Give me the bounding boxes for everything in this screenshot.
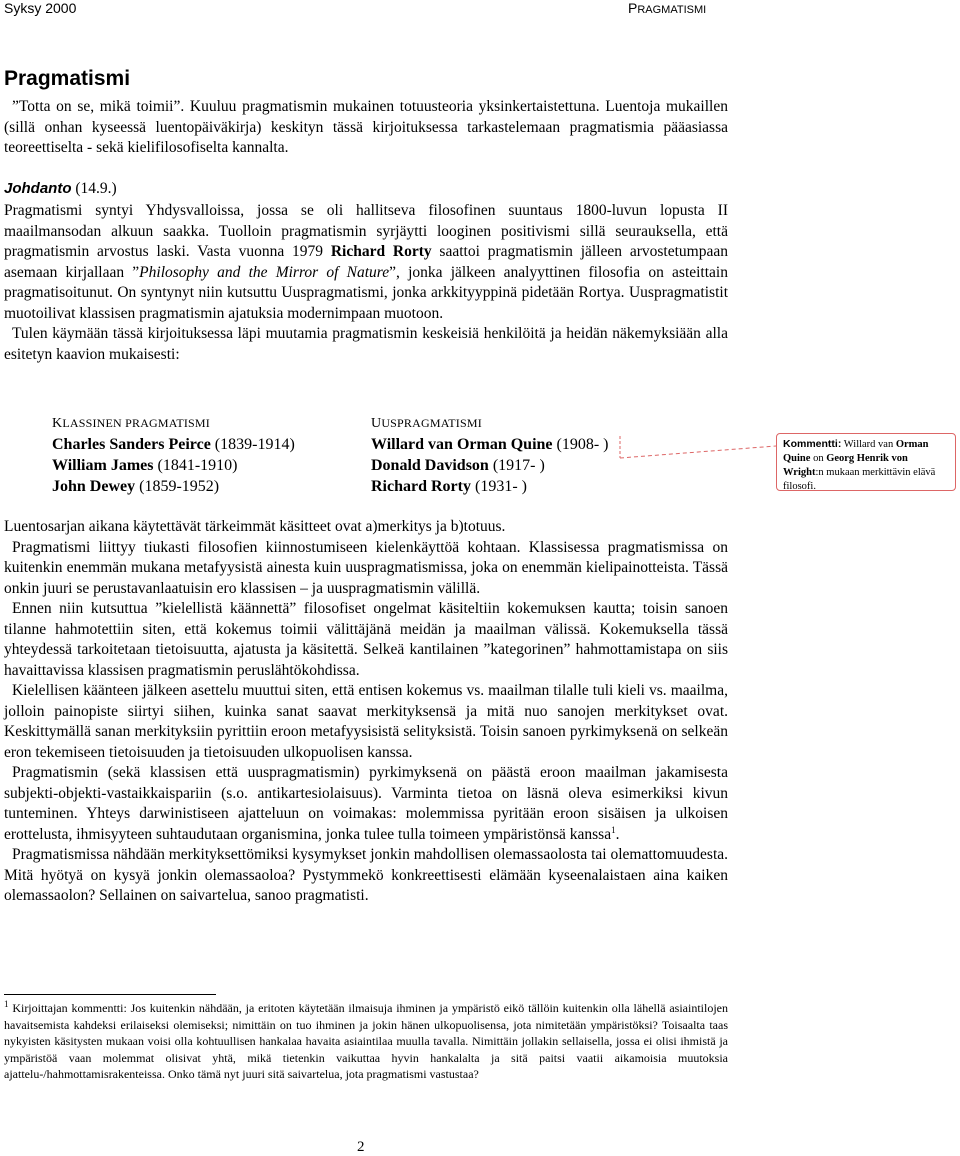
section-date: (14.9.) — [75, 180, 117, 197]
header-right-cap: P — [628, 0, 638, 16]
book-title: Philosophy and the Mirror of Nature — [139, 263, 390, 281]
text-run: Pragmatismin (sekä klassisen että uuspragmatismin) pyrkimyksenä on päästä eroon maailman jakamisesta subjekti-objekti-vastaikkaispariin (s.o. antikartesiolaisuus). Varminta tietoa on läsnä oleva esimerkiksi kivun tunteminen. Yhteys darwinistiseen ajatteluun on voimakas: molemmissa pyritään eroon sisäisen ja ulkoisen erottelusta, ihmisyyteen suhtaudutaan organismina, jonka tulee tulla toimeen ympäristönsä kanssa — [4, 764, 728, 843]
person-name: Willard van Orman Quine — [371, 436, 553, 453]
heading-rest: LASSINEN PRAGMATISMI — [62, 416, 210, 430]
paragraph: Kielellisen käänteen jälkeen asettelu muuttui siten, että entisen kokemus vs. maailman tilalle tuli kieli vs. maailma, jolloin painopiste siirtyi siihen, kuinka sanat saavat merkityksensä ja mitä nuo sanojen merkitykset ovat. Keskittymällä sanan merkityksiin pyrittiin eroon metafyysisistä selityksistä. Toisin sanoen pyrkimyksenä on selkeän eron tekemiseen tietoisuuden ja tietoisuuden ulkopuolisen kanssa. — [4, 682, 728, 761]
paragraph: Luentosarjan aikana käytettävät tärkeimmät käsitteet ovat a)merkitys ja b)totuus. — [4, 518, 506, 535]
header-right-text — [628, 0, 706, 16]
person-name: John Dewey — [52, 478, 136, 495]
text-run: ”, jonka jälkeen analyyttinen filosofia on asteittain pragmatisoitunut. On syntynyt niin kutsuttu Uuspragmatismi, jonka arkkityyppinä pidetään Rortya. Uuspragmatistit muotoilivat klassisen pragmatismin ajatuksia modernimpaan muotoon. — [4, 263, 728, 322]
classic-heading — [52, 413, 295, 434]
paragraph: Pragmatismi liittyy tiukasti filosofien kiinnostumiseen kielenkäyttöä kohtaan. Klassisessa pragmatismissa on kuitenkin enemmän mukana metafyysistä ainesta kuin uuspragmatismissa, joka on enemmän kielipainotteista. Tässä onkin juuri se perustavanlaatuisin ero klassisen – ja uuspragmatismin välillä. — [4, 538, 728, 597]
comment-name: Orman Quine — [783, 439, 929, 464]
person-name: Donald Davidson — [371, 457, 489, 474]
person-name: Richard Rorty — [371, 478, 471, 495]
comment-balloon[interactable] — [776, 433, 956, 491]
paragraph: Pragmatismissa nähdään merkityksettömiksi kysymykset jonkin mahdollisen olemassaolosta tai olemattomuudesta. Mitä hyötyä on kysyä jonkin olemassaoloa? Pystymmekö konkreettisesti elämään kyseenalaistaen aina kaiken olemassaolon? Sellainen on saivartelua, sanoo pragmatisti. — [4, 846, 728, 904]
new-pragmatism-column — [371, 413, 609, 497]
comment-text: on — [813, 453, 824, 464]
paragraph — [4, 201, 728, 324]
person-row — [371, 434, 609, 455]
footnote-ref[interactable]: 1 — [611, 824, 616, 835]
footnote — [4, 1000, 728, 1083]
name-rorty: Richard Rorty — [330, 243, 432, 260]
intro-body — [4, 201, 728, 365]
person-row — [371, 476, 609, 497]
person-years: (1917- ) — [492, 457, 545, 474]
intro-paragraph — [4, 97, 728, 159]
paragraph — [4, 763, 728, 845]
page-title: Pragmatismi — [4, 67, 131, 90]
paragraph: Ennen niin kutsuttua ”kielellistä käännettä” filosofiset ongelmat käsiteltiin kokemuksen kautta; toisin sanoen tilanne hahmotettiin siten, että kokemus toimii välittäjänä meidän ja maailman välissä. Kokemuksella tässä yhteydessä tarkoitetaan tietoisuutta, ajatusta ja käsitettä. Selkeä kantilainen ”kategorinen” hahmottamistapa on siis havaittavissa klassisen pragmatismin peruslähtökohdissa. — [4, 600, 728, 679]
section-label: Johdanto — [4, 180, 72, 197]
page-number: 2 — [357, 1139, 365, 1155]
classic-column — [52, 413, 295, 497]
text-run: . — [615, 825, 620, 843]
comment-text: Willard van — [843, 439, 894, 450]
header-left-text: Syksy 2000 — [4, 0, 77, 16]
main-body — [4, 517, 728, 907]
person-row — [52, 434, 295, 455]
footnote-text: Kirjoittajan kommentti: Jos kuitenkin nähdään, ja eritoten käytetään ilmaisuja ihminen ja ympäristö eikö tällöin kuitenkin olla lähellä asiaintilojen havaitsemista kahdeksi erilaiseksi olemiseksi; nimittäin on tuo ihminen ja jokin hänen ulkopuolisensa, jota nimitetään ympäristöksi? Toisaalta taas nykyisten käsitysten mukaan voisi olla kohtuullisen hankalaa havaita asiaintilaa muulla tavalla. Nimittäin jollakin sellaisella, jossa ei olisi ihmistä ja ympäristöä vaan molemmat olisivat yhtä, mikä tietenkin vaikuttaa hyvin hankalalta ja sitä paitsi vaatii aikamoisia muutoksia ajattelu-/hahmottamisrakenteissa. Onko tämä nyt juuri sitä saivartelua, jota pragmatismi vastustaa? — [4, 1001, 728, 1081]
comment-name: Georg Henrik von Wright — [783, 453, 908, 478]
person-row — [52, 455, 295, 476]
paragraph: Tulen käymään tässä kirjoituksessa läpi muutamia pragmatismin keskeisiä henkilöitä ja heidän näkemyksiään alla esitetyn kaavion mukaisesti: — [4, 325, 728, 363]
text-run: Pragmatismi syntyi Yhdysvalloissa, jossa se oli hallitseva filosofinen suuntaus 1800-luvun lopusta II maailmansodan alkuun saakka. Tuolloin pragmatismin syrjäytti looginen positivismi sillä seurauksella, että pragmatismin arvostus laski. Vasta vuonna 1979 — [4, 202, 728, 260]
footnote-mark: 1 — [4, 999, 9, 1009]
person-years: (1931- ) — [474, 478, 527, 495]
intro-text: ”Totta on se, mikä toimii”. Kuuluu pragmatismin mukainen totuusteoria yksinkertaistettuna. Luentoja mukaillen (sillä onhan kyseessä luentopäiväkirja) keskityn tässä kirjoituksessa tarkastelemaan pragmatismia pääasiassa teoreettiselta - sekä kielifilosofiselta kannalta. — [4, 98, 728, 156]
new-heading — [371, 413, 609, 434]
person-years: (1841-1910) — [157, 457, 238, 474]
heading-rest: USPRAGMATISMI — [381, 416, 482, 430]
person-years: (1859-1952) — [139, 478, 220, 495]
person-row — [52, 476, 295, 497]
person-years: (1839-1914) — [214, 436, 295, 453]
heading-cap: U — [371, 416, 382, 431]
person-name: William James — [52, 457, 154, 474]
section-heading — [4, 180, 117, 198]
person-years: (1908- ) — [556, 436, 609, 453]
person-row — [371, 455, 609, 476]
footnote-separator — [4, 994, 216, 995]
comment-text: :n mukaan merkittävin elävä filosofi. — [783, 467, 936, 492]
heading-cap: K — [52, 416, 63, 431]
text-run: saattoi pragmatismin jälleen arvostetumpaan asemaan kirjallaan ” — [4, 243, 728, 281]
comment-label: Kommentti: — [783, 438, 842, 450]
person-name: Charles Sanders Peirce — [52, 436, 211, 453]
header-right-rest: RAGMATISMI — [637, 4, 707, 16]
